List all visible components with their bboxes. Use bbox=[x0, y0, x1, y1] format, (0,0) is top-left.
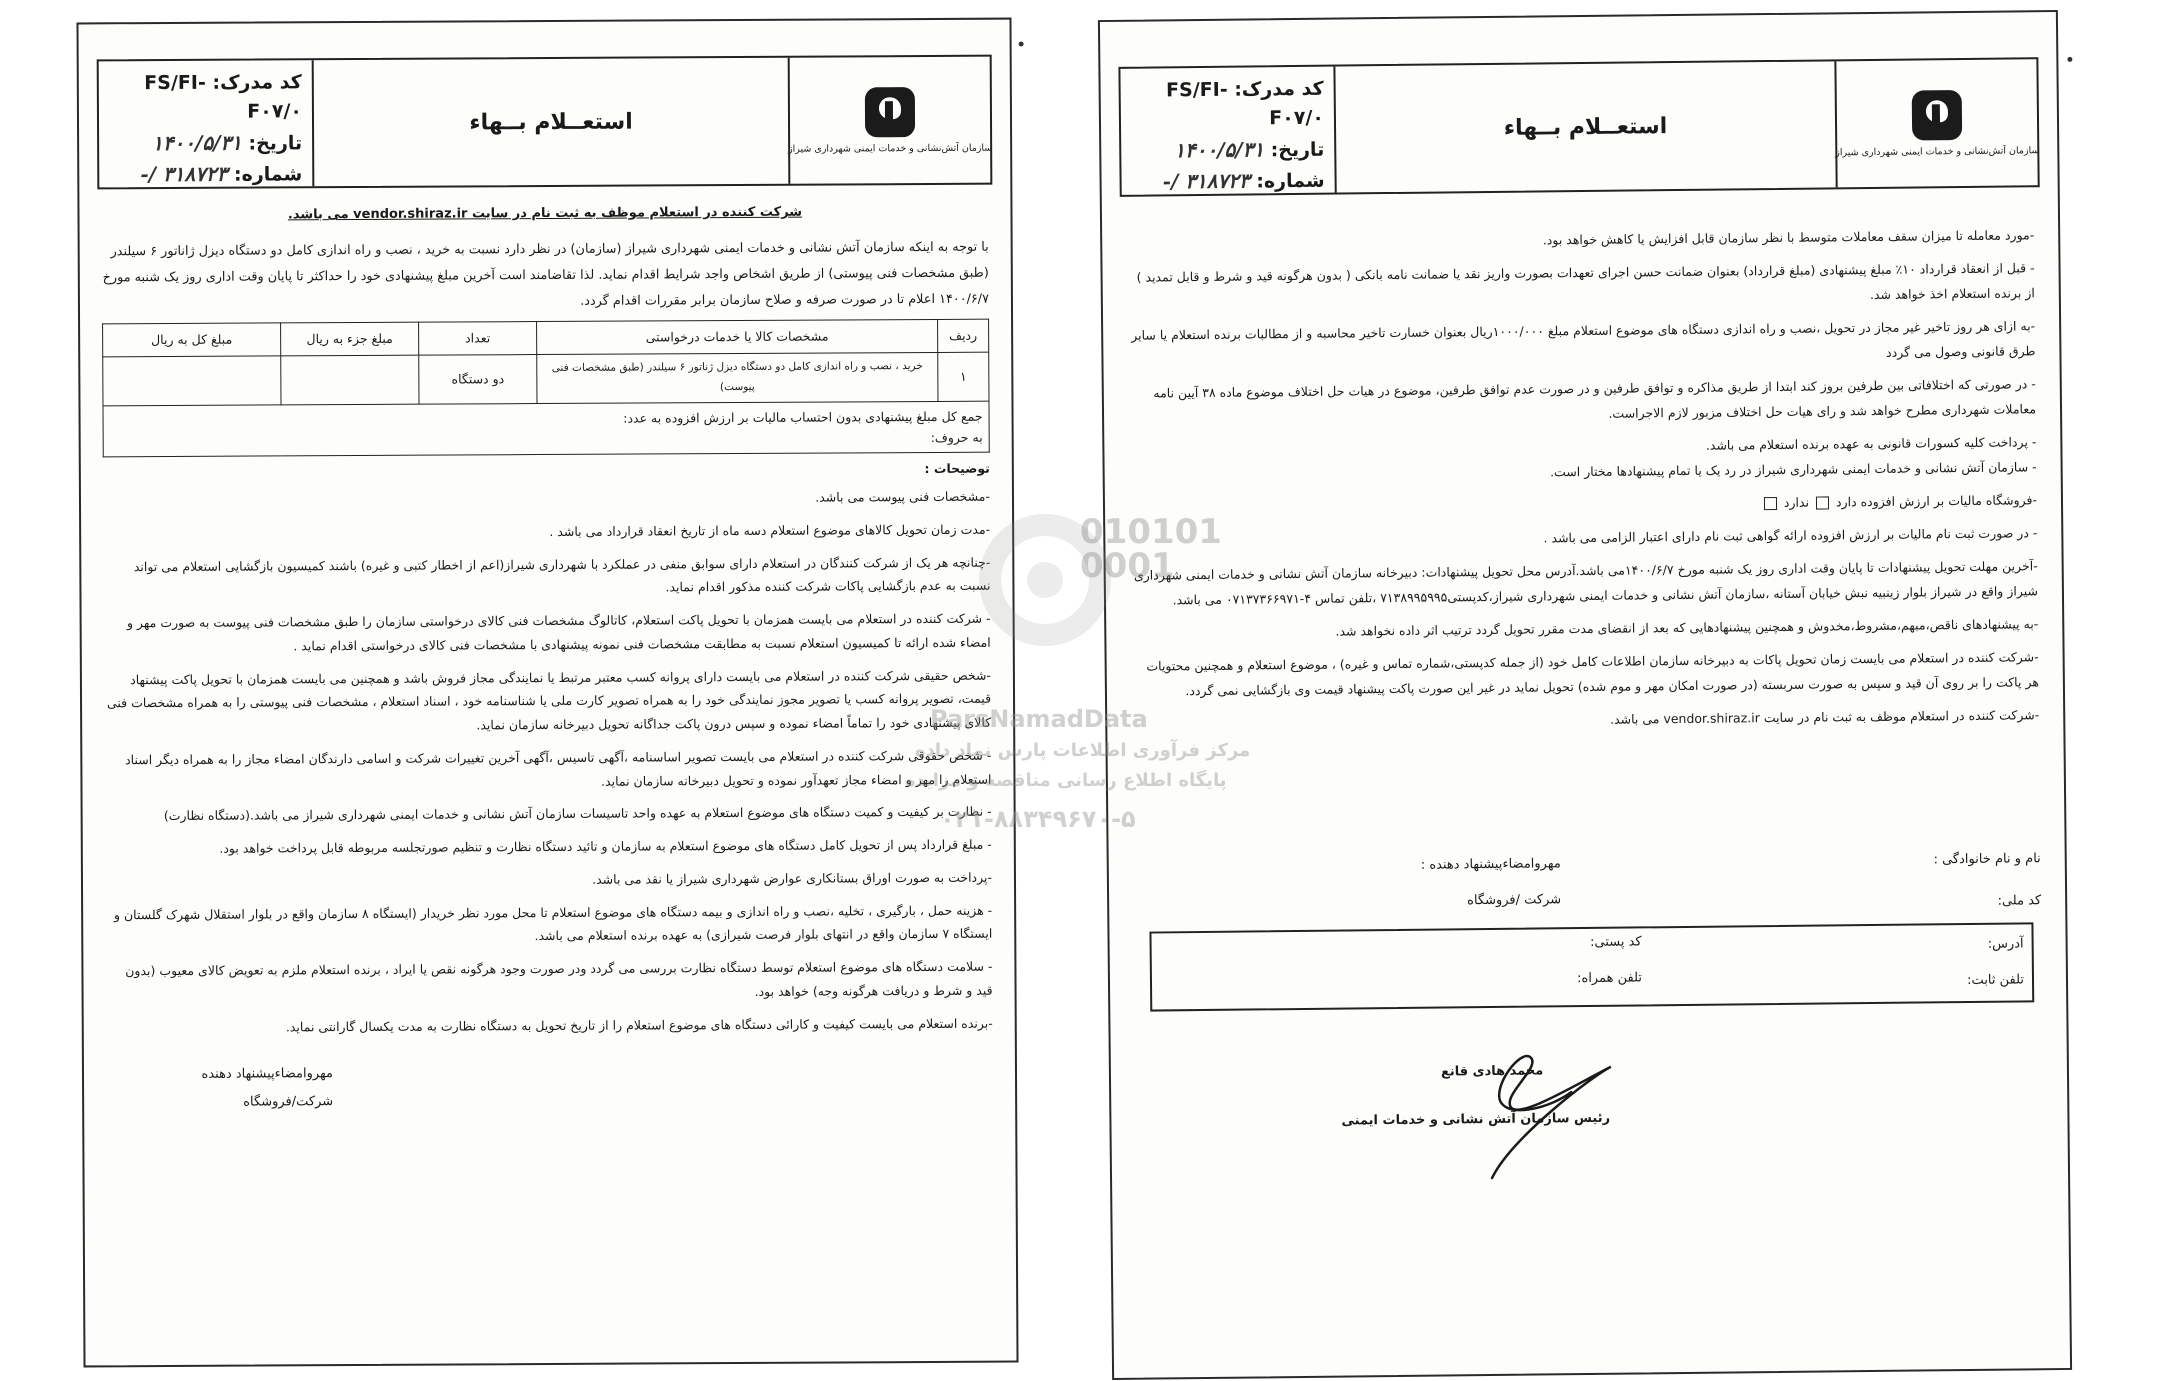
doc-code: کد مدرک: FS/FI-F۰۷/۰ bbox=[1165, 77, 1325, 130]
note-item: -مشخصات فنی پیوست می باشد. bbox=[815, 488, 991, 505]
org-logo-block bbox=[788, 57, 991, 184]
date-value: ۱۴۰۰/۵/۳۱ bbox=[1174, 137, 1265, 163]
table-cell: دو دستگاه bbox=[419, 355, 537, 404]
vat-label: -فروشگاه مالیات بر ارزش افزوده دارد bbox=[1835, 492, 2038, 510]
vat-yes-checkbox[interactable] bbox=[1816, 496, 1829, 509]
table-header: مبلغ کل به ریال bbox=[103, 323, 281, 357]
signer-title: رئیس سازمان آتش نشانی و خدمات ایمنی bbox=[1341, 1110, 1611, 1129]
doc-code: کد مدرک: FS/FI-F۰۷/۰ bbox=[144, 71, 303, 124]
watermark-phone: ۰۲۱-۸۸۳۴۹۶۷۰-۵ bbox=[940, 805, 1136, 833]
term-item: - قبل از انعقاد قرارداد ۱۰٪ مبلغ پیشنهادی (مبلغ قرارداد) بعنوان ضمانت حسن اجرای تعهدات بصورت واریز نقد یا ضمانت نامه بانکی ( بدون هرگونه قید و شرط و قابل تمدید ) از برنده استعلام اخذ خواهد شد. bbox=[1136, 260, 2035, 302]
term-item: -شرکت کننده در استعلام می بایست زمان تحویل پاکات به دبیرخانه سازمان اطلاعات کامل خود (از جمله کدپستی،شماره تماس و غیره) ، موضوع استعلام و همچنین محتویات هر پاکت را بر روی آن قید و سپس به صورت سربسته (در صورت امکان مهر و موم شده) تحویل نماید در غیر این صورت پاکت پیشنهاد قیمت وی بازگشایی نمی گردد. bbox=[1146, 649, 2039, 699]
mobile-label: تلفن همراه: bbox=[1577, 970, 1643, 987]
note-item: -برنده استعلام می بایست کیفیت و کارائی دستگاه های موضوع استعلام را از تاریخ تحویل به دستگاه نظارت به مدت یکسال گارانتی نماید. bbox=[285, 1015, 993, 1035]
vat-no-checkbox[interactable] bbox=[1764, 497, 1777, 510]
intro-paragraph: با توجه به اینکه سازمان آتش نشانی و خدمات ایمنی شهرداری شیراز (سازمان) در نظر دارد نسبت به خرید ، نصب و راه اندازی کامل دو دستگاه دیزل ژاناتور ۶ سیلندر (طبق مشخصات فنی پیوستی) از طریق اشخاص واجد شرایط اقدام نماید. لذا تقاضامند است آخرین مبلغ پیشنهادی خود را حداکثر تا پایان وقت اداری روز یک شنبه مورخ ۱۴۰۰/۶/۷ اعلام تا در صورت صرفه و صلاح سازمان برابر مقررات اقدام گردد. bbox=[102, 239, 989, 309]
document-meta bbox=[99, 60, 315, 187]
term-item: -به پیشنهادهای ناقص،مبهم،مشروط،مخدوش و همچنین پیشنهادهایی که بعد از انقضای مدت مقرر تحویل گردد ترتیب اثر داده نخواهد شد. bbox=[1335, 616, 2039, 639]
term-item: - در صورتی که اختلافاتی بین طرفین بروز کند ابتدا از طریق مذاکره و توافق طرفین و در صورت عدم توافق طرفین، موضوع در هیات حل اختلاف موضوع ماده ۳۸ آیین نامه معاملات شهرداری مطرح خواهد شد و رای هیات حل اختلاف مزبور لازم الاجراست. bbox=[1153, 376, 2037, 421]
note-item: - شرکت کننده در استعلام می بایست همزمان با تحویل پاکت استعلام، کاتالوگ مشخصات فنی کالای درخواستی سازمان را طبق مشخصات فنی پیوست به صورت مهر و امضاء شده ارائه تا کمیسیون استعلام نسبت به مطابقت مشخصات فنی نمونه پیشنهادی با مشخصات فنی کالای درخواستی اقدام نماید . bbox=[126, 610, 991, 654]
registration-notice: شرکت کننده در استعلام موظف به ثبت نام در سایت vendor.shiraz.ir می باشد. bbox=[287, 204, 803, 223]
signer-name: محمد هادی قانع bbox=[1440, 1063, 1544, 1080]
company-label: شرکت /فروشگاه bbox=[1467, 892, 1562, 909]
table-row bbox=[103, 352, 989, 406]
request-table bbox=[102, 319, 990, 458]
term-item: -شرکت کننده در استعلام موظف به ثبت نام در سایت vendor.shiraz.ir می باشد. bbox=[1609, 707, 2040, 727]
note-item: - هزینه حمل ، بارگیری ، تخلیه ،نصب و راه اندازی و بیمه دستگاه های موضوع استعلام تا محل مورد نظر خریدار (ایستگاه ۸ سازمان واقع در بلوار استقلال شهرک گلستان و ایستگاه ۷ سازمان واقع در انتهای بلوار فرصت شیرازی) به عهده برنده استعلام می باشد. bbox=[113, 902, 993, 944]
terms-body bbox=[1126, 222, 2039, 736]
table-cell bbox=[103, 356, 281, 406]
org-name: سازمان آتش‌نشانی و خدمات ایمنی شهرداری شیراز bbox=[788, 142, 993, 155]
words-label: به حروف: bbox=[930, 429, 983, 446]
fire-department-logo-icon bbox=[1912, 90, 1963, 141]
postal-code-label: کد پستی: bbox=[1590, 934, 1642, 950]
proposer-signature-label: مهروامضاءپیشنهاد دهنده : bbox=[1420, 856, 1561, 873]
document-title: استعــلام بــهاء bbox=[469, 109, 633, 135]
vat-line bbox=[1129, 487, 2037, 522]
watermark-digits: 010101 0001 bbox=[1080, 512, 1222, 586]
note-item: -مدت زمان تحویل کالاهای موضوع استعلام دسه ماه از تاریخ انعقاد قرارداد می باشد . bbox=[549, 521, 991, 539]
note-item: -شخص حقیقی شرکت کننده در استعلام می بایست دارای پروانه کسب معتبر مرتبط یا نمایندگی مجاز فروش باشد و همچنین می بایست همزمان با تحویل پاکت پیشنهاد قیمت، تصویر پروانه کسب یا تصویر مجوز نمایندگی خود را به همراه تصویر کارت ملی یا شناسنامه خود ، اسناد استعلام ، مشخصات فنی پیوستی را به همراه مشخصات فنی کالای پیشنهادی خود را تماماً امضاء نموده و سپس درون پاکت جداگانه تحویل دبیرخانه سازمان نماید. bbox=[106, 667, 992, 733]
notes-title: توضیحات : bbox=[924, 461, 990, 477]
notes-section bbox=[103, 457, 993, 1040]
org-name: سازمان آتش‌نشانی و خدمات ایمنی شهرداری شیراز bbox=[1835, 144, 2040, 158]
org-logo-block bbox=[1834, 59, 2040, 187]
table-total-row bbox=[103, 401, 989, 457]
watermark-line1: مرکز فرآوری اطلاعات پارس نماد داده bbox=[915, 740, 1251, 761]
table-cell: خرید ، نصب و راه اندازی کامل دو دستگاه دیزل ژناتور ۶ سیلندر (طبق مشخصات فنی پیوست) bbox=[537, 353, 938, 404]
note-item: - مبلغ قرارداد پس از تحویل کامل دستگاه های موضوع استعلام به سازمان و تائید دستگاه نظارت و تنظیم صورتجلسه مربوطه قابل پرداخت خواهد بود. bbox=[219, 836, 992, 856]
watermark-brand: ParsNamadData bbox=[930, 705, 1148, 733]
term-item: -به ازای هر روز تاخیر غیر مجاز در تحویل ،نصب و راه اندازی دستگاه های موضوع استعلام مبلغ ۱۰۰۰/۰۰۰ریال بعنوان خسارت تاخیر محاسبه و از مطالبات برنده استعلام یا سایر طرق قانونی وصول می گردد bbox=[1131, 318, 2036, 360]
official-signature bbox=[1111, 1042, 2069, 1252]
number-value: ۳۱۸۷۲۳ /- bbox=[140, 161, 228, 187]
proposer-signature-label: مهروامضاءپیشنهاد دهنده bbox=[201, 1066, 334, 1083]
term-item: - پرداخت کلیه کسورات قانونی به عهده برنده استعلام می باشد. bbox=[1705, 434, 2037, 453]
document-title: استعــلام بــهاء bbox=[1503, 113, 1668, 141]
watermark-line2: پایگاه اطلاع رسانی مناقصه و مزایده bbox=[905, 770, 1227, 791]
note-item: -چنانچه هر یک از شرکت کنندگان در استعلام دارای سوابق منفی در عملکرد با شهرداری شیراز(اعم از اخطار کتبی و غیره) باشند کمیسیون بازگشایی استعلام می تواند نسبت به عدم بازگشایی پاکات شرکت کننده مذکور اقدام نماید. bbox=[133, 554, 991, 595]
table-header: ردیف bbox=[938, 320, 989, 353]
document-meta bbox=[1120, 67, 1336, 195]
company-label: شرکت/فروشگاه bbox=[243, 1093, 334, 1110]
date-label: تاریخ: bbox=[1270, 138, 1325, 162]
vat-no-label: ندارد bbox=[1783, 494, 1810, 510]
phone-label: تلفن ثابت: bbox=[1967, 972, 2025, 989]
national-id-label: کد ملی: bbox=[1997, 893, 2042, 909]
fire-department-logo-icon bbox=[865, 87, 915, 137]
document-body bbox=[101, 200, 993, 1117]
document-page-right bbox=[1098, 10, 2072, 1380]
punch-dot bbox=[2067, 57, 2072, 62]
total-label: جمع کل مبلغ پیشنهادی بدون احتساب مالیات بر ارزش افزوده به عدد: bbox=[623, 408, 983, 426]
document-header bbox=[1118, 57, 2039, 197]
note-item: - سلامت دستگاه های موضوع استعلام توسط دستگاه نظارت بررسی می گردد ودر صورت وجود هرگونه نقص یا ایراد ، برنده استعلام ملزم به تعویض کالای معیوب (بدون قید و شرط و دریافت هرگونه وجه) خواهد بود. bbox=[125, 958, 993, 999]
number-label: شماره: bbox=[233, 163, 303, 186]
address-label: آدرس: bbox=[1987, 936, 2024, 952]
term-item: -مورد معامله تا میزان سقف معاملات متوسط با نظر سازمان قابل افزایش یا کاهش خواهد بود. bbox=[1542, 227, 2035, 248]
table-header: مبلغ جزء به ریال bbox=[281, 323, 419, 356]
date-label: تاریخ: bbox=[248, 132, 303, 155]
term-item: - سازمان آتش نشانی و خدمات ایمنی شهرداری شیراز در رد یک یا تمام پیشنهادها مختار است. bbox=[1549, 459, 2037, 480]
punch-dot bbox=[1019, 41, 1024, 46]
table-cell bbox=[281, 355, 419, 405]
date-value: ۱۴۰۰/۵/۳۱ bbox=[151, 130, 242, 155]
number-label: شماره: bbox=[1256, 170, 1325, 193]
document-page-left bbox=[76, 18, 1018, 1368]
note-item: - شخص حقوقی شرکت کننده در استعلام می بایست تصویر اساسنامه ،آگهی تاسیس ،آگهی آخرین تغییرات شرکت و اسامی دارندگان امضاء مجاز را به همراه دیگر اسناد استعلام را مهر و امضاء مجاز تعهدآور نموده و تحویل دبیرخانه سازمان نماید. bbox=[125, 747, 992, 789]
note-item: - نظارت بر کیفیت و کمیت دستگاه های موضوع استعلام به عهده واحد تاسیسات سازمان آتش نشانی و خدمات ایمنی شهرداری شیراز می باشد.(دستگاه نظارت) bbox=[163, 804, 992, 824]
full-name-label: نام و نام خانوادگی : bbox=[1933, 851, 2041, 868]
document-header bbox=[97, 55, 993, 190]
note-item: -پرداخت به صورت اوراق بستانکاری عوارض شهرداری شیراز یا نقد می باشد. bbox=[592, 869, 993, 887]
contact-info-box bbox=[1149, 922, 2034, 1011]
table-cell: ۱ bbox=[938, 352, 989, 401]
table-header: مشخصات کالا یا خدمات درخواستی bbox=[537, 320, 938, 355]
table-header: تعداد bbox=[419, 322, 537, 355]
signature-block bbox=[106, 1061, 333, 1117]
number-value: ۳۱۸۷۲۳ /- bbox=[1162, 168, 1250, 194]
term-item: - در صورت ثبت نام مالیات بر ارزش افزوده ارائه گواهی ثبت نام دارای اعتبار الزامی می باشد . bbox=[1543, 525, 2038, 546]
term-item: -آخرین مهلت تحویل پیشنهادات تا پایان وقت اداری روز یک شنبه مورخ ۱۴۰۰/۶/۷می باشد.آدرس محل تحویل پیشنهادات: دبیرخانه سازمان آتش نشانی و خدمات ایمنی شهرداری شیراز واقع در شیراز بلوار زینبیه نبش خیابان آستانه ،سازمان آتش نشانی و خدمات ایمنی شهرداری شیراز،کدپستی۷۱۳۸۹۹۵۹۹۵ ،تلفن تماس ۴-۰۷۱۳۷۳۶۶۹۷۱ می باشد. bbox=[1133, 558, 2039, 608]
